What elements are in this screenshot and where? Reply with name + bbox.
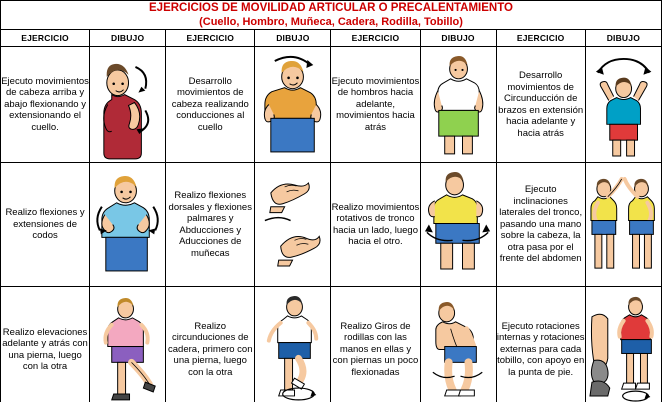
exercise-figure xyxy=(255,287,331,402)
person-ankle-rotation-icon xyxy=(586,287,661,402)
exercise-figure xyxy=(585,163,661,287)
header-dibujo-1: DIBUJO xyxy=(90,30,166,47)
person-neck-flexion-extension-icon xyxy=(90,47,165,162)
table-row xyxy=(1,287,662,402)
exercise-text: Realizo Giros de rodillas con las manos en ellas y con piernas un poco flexionadas xyxy=(331,287,420,402)
person-lateral-trunk-bend-icon xyxy=(586,163,661,286)
header-row xyxy=(1,30,662,47)
exercise-figure xyxy=(585,287,661,402)
exercise-text: Ejecuto movimientos de hombros hacia adelante, movimientos hacia atrás xyxy=(331,47,420,163)
exercise-figure xyxy=(585,47,661,163)
table-row xyxy=(1,47,662,163)
exercise-text: Ejecuto movimientos de cabeza arriba y abajo flexionando y extensionando el cuello. xyxy=(1,47,90,163)
person-arm-circumduction-icon xyxy=(586,47,661,162)
person-shoulder-rotation-icon xyxy=(421,47,496,162)
exercise-text: Realizo movimientos rotativos de tronco hacia un lado, luego hacia el otro. xyxy=(331,163,420,287)
title-line-1: EJERCICIOS DE MOVILIDAD ARTICULAR O PRECALENTAMIENTO xyxy=(149,2,513,14)
exercise-text: Ejecuto rotaciones internas y rotaciones externas para cada tobillo, con apoyo en la punta de pie. xyxy=(496,287,585,402)
header-ejercicio-3: EJERCICIO xyxy=(331,30,420,47)
header-dibujo-2: DIBUJO xyxy=(255,30,331,47)
exercise-figure xyxy=(255,47,331,163)
exercise-figure xyxy=(90,163,166,287)
exercise-text: Realizo flexiones y extensiones de codos xyxy=(1,163,90,287)
exercise-figure xyxy=(420,163,496,287)
person-hip-circumduction-icon xyxy=(255,287,330,402)
exercise-text: Realizo elevaciones adelante y atrás con una pierna, luego con la otra xyxy=(1,287,90,402)
person-leg-swing-icon xyxy=(90,287,165,402)
header-ejercicio-1: EJERCICIO xyxy=(1,30,90,47)
table-row xyxy=(1,163,662,287)
title-row xyxy=(1,1,662,30)
exercise-figure xyxy=(255,163,331,287)
exercise-text: Ejecuto inclinaciones laterales del tronco, pasando una mano sobre la cabeza, la otra pasa por el frente del abdomen xyxy=(496,163,585,287)
exercise-text: Realizo flexiones dorsales y flexiones palmares y Abducciones y Aducciones de muñecas xyxy=(166,163,255,287)
exercise-text: Desarrollo movimientos de Circunducción de brazos en extensión hacia adelante y hacia atrás xyxy=(496,47,585,163)
person-knee-rotation-icon xyxy=(421,287,496,402)
header-ejercicio-4: EJERCICIO xyxy=(496,30,585,47)
header-dibujo-4: DIBUJO xyxy=(585,30,661,47)
exercise-figure xyxy=(420,287,496,402)
title-line-2: (Cuello, Hombro, Muñeca, Cadera, Rodilla, Tobillo) xyxy=(199,16,463,28)
hands-wrist-movements-icon xyxy=(255,163,330,286)
page-title xyxy=(1,1,662,30)
person-trunk-rotation-icon xyxy=(421,163,496,286)
exercise-figure xyxy=(420,47,496,163)
header-dibujo-3: DIBUJO xyxy=(420,30,496,47)
exercise-figure xyxy=(90,47,166,163)
person-neck-circumduction-icon xyxy=(255,47,330,162)
exercise-figure xyxy=(90,287,166,402)
header-ejercicio-2: EJERCICIO xyxy=(166,30,255,47)
exercise-text: Desarrollo movimientos de cabeza realizando conducciones al cuello xyxy=(166,47,255,163)
exercise-text: Realizo circunduciones de cadera, primero con una pierna, luego con la otra xyxy=(166,287,255,402)
person-elbow-flexion-icon xyxy=(90,163,165,286)
